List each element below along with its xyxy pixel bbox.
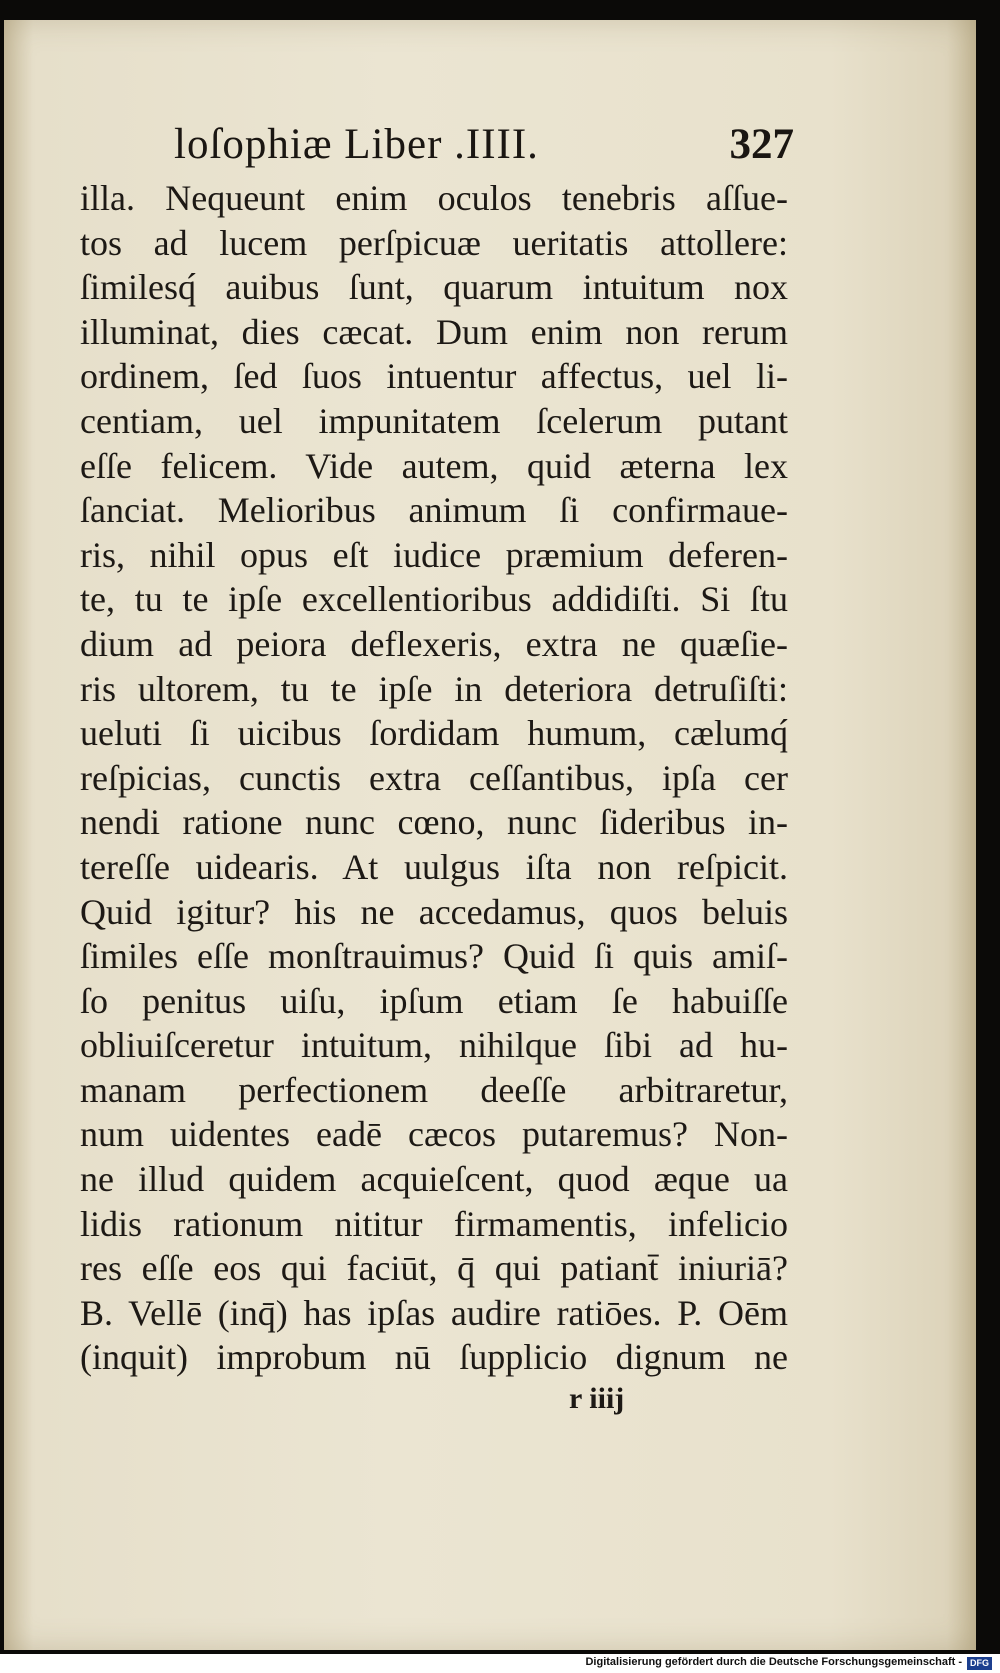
dfg-logo: DFG [967,1657,992,1670]
body-text [80,176,788,1380]
text-line: res eſſe eos qui faciūt, q̄ qui patiant̄ iniuriā? [80,1248,788,1289]
text-line: ſanciat. Melioribus animum ſi confirmaue- [80,490,788,531]
text-line: eſſe felicem. Vide autem, quid æterna lex [80,445,788,486]
text-line: ris, nihil opus eſt iudice præmium deferen- [80,534,788,575]
text-line: ſimiles eſſe monſtrauimus? Quid ſi quis amiſ- [80,936,788,977]
book-page [4,20,976,1650]
footer-credit: Digitalisierung gefördert durch die Deutsche Forschungsgemeinschaft - [585,1656,962,1668]
running-head-title: loſophiæ Liber .IIII. [174,121,539,168]
text-line: ordinem, ſed ſuos intuentur affectus, uel li- [80,356,788,397]
text-line: reſpicias, cunctis extra ceſſantibus, ipſa cer [80,757,788,798]
signature-mark: r iiij [569,1382,625,1415]
text-line: dium ad peiora deflexeris, extra ne quæſie- [80,623,788,664]
text-line: ſo penitus uiſu, ipſum etiam ſe habuiſſe [80,980,788,1021]
text-line: B. Vellē (inq̄) has ipſas audire ratiōes. P. Oēm [80,1292,788,1333]
text-line: te, tu te ipſe excellentioribus addidiſti. Si ſtu [80,579,788,620]
text-line: Quid igitur? his ne accedamus, quos beluis [80,891,788,932]
text-line: illa. Nequeunt enim oculos tenebris aſſue- [80,178,788,218]
text-line: lidis rationum nititur firmamentis, infelicio [80,1203,788,1244]
page-number: 327 [729,121,794,168]
text-line: ne illud quidem acquieſcent, quod æque ua [80,1159,788,1200]
text-line: obliuiſceretur intuitum, nihilque ſibi ad hu- [80,1025,788,1066]
text-line: nendi ratione nunc cœno, nunc ſideribus in- [80,802,788,843]
text-line: illuminat, dies cæcat. Dum enim non rerum [80,311,788,352]
running-head [174,120,794,170]
text-line: manam perfectionem deeſſe arbitraretur, [80,1069,788,1110]
text-line: centiam, uel impunitatem ſcelerum putant [80,400,788,441]
text-line: tereſſe uidearis. At uulgus iſta non reſpicit. [80,846,788,887]
text-line: num uidentes eadē cæcos putaremus? Non- [80,1114,788,1155]
text-line: (inquit) improbum nū ſupplicio dignum ne [80,1337,788,1378]
text-line: ris ultorem, tu te ipſe in deteriora detruſiſti: [80,668,788,709]
digitization-footer [0,1654,1000,1673]
text-line: tos ad lucem perſpicuæ ueritatis attollere: [80,222,788,263]
text-line: ſimilesq́ auibus ſunt, quarum intuitum nox [80,267,788,308]
text-line: ueluti ſi uicibus ſordidam humum, cælumq́ [80,713,788,754]
